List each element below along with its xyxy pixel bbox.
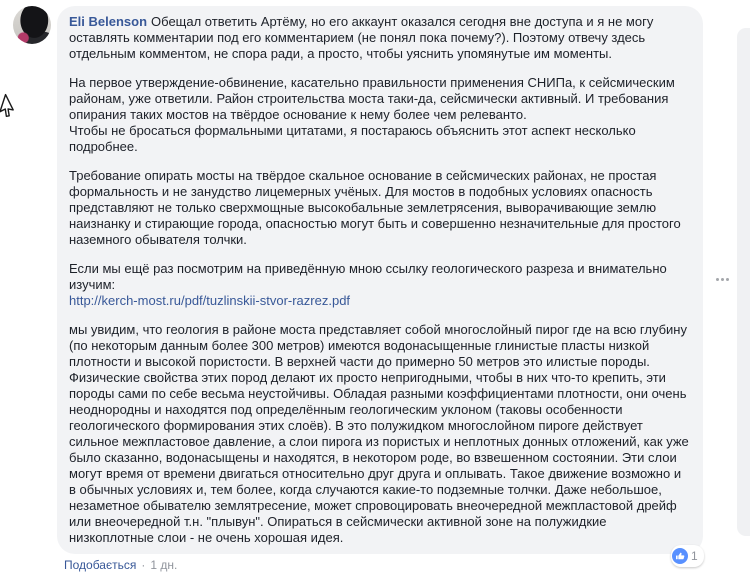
comment-text: Если мы ещё раз посмотрим на приведённую мною ссылку геологического разреза и внимательно изучим: [69, 261, 667, 292]
comment-paragraph-5 [69, 322, 691, 546]
comment-paragraph-3 [69, 168, 691, 248]
thumbs-up-icon [672, 548, 688, 564]
comment-text: Чтобы не бросаться формальными цитатами, я постараюсь объяснить этот аспект несколько подробнее. [69, 123, 636, 154]
avatar[interactable] [13, 6, 51, 44]
reaction-count: 1 [691, 549, 698, 563]
mouse-cursor-icon [0, 92, 17, 120]
comment-text: Требование опирать мосты на твёрдое скальное основание в сейсмических районах, не простая формальность и не занудство лицемерных учёных. Для мостов в подобных условиях опасность представляют не только сверхмощные высокобальные землетрясения, выворачивающие землю наизнанку и стирающие города, опасностью могут быть и совершенно незначительные для простого наземного обывателя толчки. [69, 168, 681, 247]
author-link[interactable]: Eli Belenson [69, 14, 148, 29]
adjacent-panel-edge [737, 28, 750, 536]
comment-footer [64, 558, 177, 572]
comment-timestamp[interactable]: 1 дн. [150, 558, 178, 572]
comment-paragraph-2 [69, 75, 691, 155]
comment-paragraph-4 [69, 261, 691, 309]
comment-paragraph-1 [69, 14, 691, 62]
like-button[interactable]: Подобається [64, 558, 137, 572]
comment-bubble [57, 6, 703, 554]
comment-text: На первое утверждение-обвинение, касательно правильности применения СНИПа, к сейсмическим районам, уже ответили. Район строительства моста таки-да, сейсмически активный. И требования опирания таких мостов на твёрдое основание к нему более чем релеванто. [69, 75, 675, 122]
comment-options-button[interactable] [710, 270, 734, 288]
comment-text: Обещал ответить Артёму, но его аккаунт оказался сегодня вне доступа и я не могу оставлять комментарии под его комментарием (не понял пока почему?). Поэтому отвечу здесь отдельным комментом, не спора ради, а просто, чтобы уяснить упомянутые им моменты. [69, 14, 654, 61]
reaction-badge[interactable] [671, 545, 704, 567]
footer-separator: · [141, 558, 146, 572]
geological-section-link[interactable]: http://kerch-most.ru/pdf/tuzlinskii-stvor-razrez.pdf [69, 293, 351, 308]
ellipsis-icon [716, 278, 729, 281]
comment-text: мы увидим, что геология в районе моста представляет собой многослойный пирог где на всю глубину (по некоторым данным более 300 метров) имеются водонасыщенные глинистые пласты низкой плотности и высокой пористости. В верхней части до примерно 50 метров это илистые породы. Физические свойства этих пород делают их просто непригодными, чтобы в них что-то крепить, эти породы сами по себе весьма неустойчивы. Обладая разными коэффициентами плотности, они очень неоднородны и находятся под определённым геологическим уклоном (таковы особенности геологического формирования этих слоёв). В это полужидком многослойном пироге действует сильное межпластовое давление, а слои пирога из пористых и неплотных донных отложений, как уже было сказанно, водонасыщены и находятся, в некотором роде, во взвешенном состоянии. Эти слои могут время от времени двигаться относительно друг друга и оплывать. Такое движение возможно и в обычных условиях и, тем более, когда случаются какие-то подземные толчки. Даже небольшое, незаметное обывателю землятресение, может спровоцировать внеочередной межпластовой дрейф или внеочередной т.н. "плывун". Опираться в сейсмически активной зоне на полужидкие низкоплотные слои - не очень хорошая идея. [69, 322, 689, 545]
